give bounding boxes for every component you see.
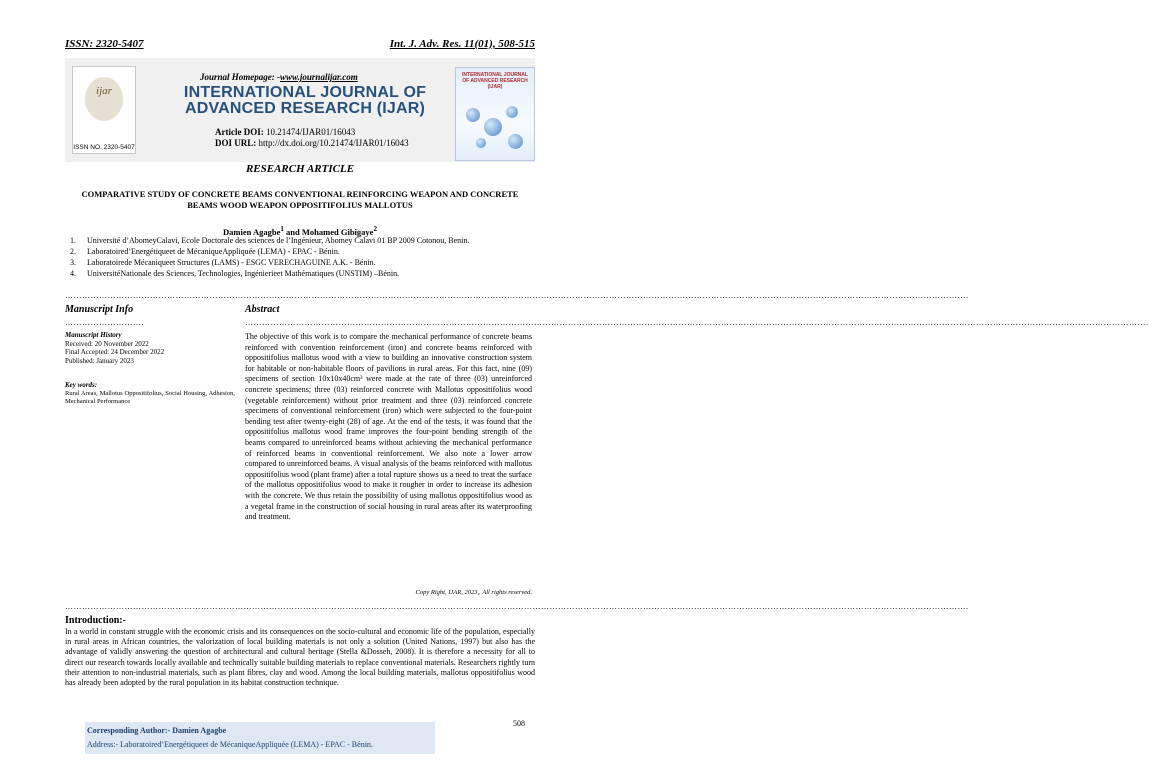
molecule-icon	[508, 134, 523, 149]
article-doi: 10.21474/IJAR01/16043	[265, 127, 356, 137]
copyright-text: Copy Right, IJAR, 2023,. All rights reserved.	[415, 589, 532, 596]
affiliation-item	[70, 268, 535, 279]
manuscript-history	[65, 331, 235, 365]
doi-url-label: DOI URL:	[215, 138, 257, 148]
affiliation-number: 4.	[70, 269, 76, 278]
running-header	[65, 38, 535, 50]
affiliation-item	[70, 235, 535, 246]
separator-dots: ………………………………………………………………………………………………………………………………………………………………………………………………………………………………………………………………………………………….	[65, 291, 969, 300]
journal-name-line1: INTERNATIONAL JOURNAL OF	[183, 84, 427, 101]
article-type: RESEARCH ARTICLE	[245, 163, 355, 175]
affiliation-item	[70, 257, 535, 268]
separator-dots: ………………………………………………………………………………………………………………………………………………………………………………………………………………………………………………………………………………………….	[65, 602, 969, 611]
journal-homepage	[200, 72, 358, 82]
doi-block	[215, 127, 409, 149]
affiliation-number: 3.	[70, 258, 76, 267]
affiliation-text: Laboratoirede Mécaniqueet Structures (LAMS) - ESGC VERECHAGUINE A.K. - Bénin.	[87, 258, 376, 267]
author-address: Address:- Laboratoired’Energétiqueet de MécaniqueAppliquée (LEMA) - EPAC - Bénin.	[87, 740, 373, 749]
accepted-date: Final Accepted: 24 December 2022	[65, 348, 165, 356]
abstract-dots: ………………………………………………………………………………………………………………………………………………………………………………………………………………………………………………………………………………………….	[245, 318, 1149, 327]
author-join: and	[283, 226, 302, 237]
logo-issn: ISSN NO. 2320-5407	[73, 144, 135, 151]
author-name: Mohamed Gibigaye	[301, 226, 374, 237]
keywords-label: Key words:	[65, 381, 98, 389]
doi-url-link[interactable]: http://dx.doi.org/10.21474/IJAR01/16043	[258, 138, 409, 148]
manuscript-info-dots: ……………………….	[65, 318, 144, 327]
journal-cover-image	[455, 67, 535, 161]
author-superscript: 1	[280, 225, 284, 233]
affiliation-text: Laboratoired’Energétiqueet de MécaniqueAppliquée (LEMA) - EPAC - Bénin.	[87, 247, 340, 256]
affiliation-number: 1.	[70, 236, 76, 245]
journal-logo	[72, 66, 136, 154]
keywords-text: Rural Areas, Mallotus Oppositifolius, Social Housing, Adhesion, Mechanical Performance	[65, 389, 235, 405]
abstract-heading: Abstract	[245, 304, 280, 315]
article-doi-label: Article DOI:	[215, 127, 264, 137]
affiliation-text: UniversitéNationale des Sciences, Technologies, Ingénierieet Mathématiques (UNSTIM) –Bénin.	[87, 269, 400, 278]
page-number: 508	[513, 719, 525, 728]
manuscript-info-heading: Manuscript Info	[65, 304, 134, 315]
affiliation-text: Université d’AbomeyCalavi, Ecole Doctorale des sciences de l’Ingénieur, Abomey Calavi 01 BP 2009 Cotonou, Benin.	[87, 236, 470, 245]
received-date: Received: 20 November 2022	[65, 339, 149, 348]
molecule-icon	[466, 108, 480, 122]
homepage-link[interactable]: www.journalijar.com	[280, 72, 358, 82]
affiliation-item	[70, 246, 535, 257]
corresponding-author-block	[65, 712, 535, 754]
introduction-heading: Introduction:-	[65, 615, 126, 626]
author-name: Damien Agagbe	[223, 226, 281, 237]
abstract-text: The objective of this work is to compare the mechanical performance of concrete beams reinforced with convention reinforcement (iron) and concrete beams reinforced with oppositifolius mallotus wood with a view to building an innovative construction system for habitable or non-habitable floors of pavilions in rural areas. For this fact, nine (09) specimens of section 10x10x40cm³ were made at the rate of three (03) unreinforced concrete specimens; three (03) reinforced concrete with Mallotus oppositifolius wood (vegetable reinforcement) without prior treatment and three (03) reinforced concrete specimens of conventional reinforcement (iron) which were subjected to the four-point bending test after twenty-eight (28) of age. At the end of the tests, it was found that the oppositifolius mallotus wood frame improves the four-point bending strength of the beams compared to unreinforced beams without achieving the mechanical performance of reinforced beams in conventional reinforcement. We also note a lower arrow compared to unreinforced beams. A visual analysis of the beams reinforced with mallotus oppositifolius wood (plant frame) after a total rupture shows us a need to treat the surface of the mallotus oppositifolius wood to make it rougher in order to increase its adhesion with the concrete. We thus retain the possibility of using mallotus oppositifolius wood as a vegetal frame in the construction of social housing in rural areas after its waterproofing and treatment.	[245, 332, 532, 522]
journal-name	[150, 85, 460, 117]
keywords-block	[65, 381, 235, 406]
issn-text: ISSN: 2320-5407	[65, 38, 144, 50]
affiliations-list	[70, 235, 535, 279]
molecule-icon	[476, 138, 486, 148]
quill-icon	[85, 77, 123, 121]
molecule-icon	[506, 106, 518, 118]
homepage-label: Journal Homepage: -	[200, 72, 280, 82]
author-superscript: 2	[373, 225, 377, 233]
corresponding-author: Corresponding Author:- Damien Agagbe	[87, 726, 227, 735]
history-label: Manuscript History	[65, 331, 122, 339]
published-date: Published: January 2023	[65, 356, 134, 365]
molecule-icon	[484, 118, 502, 136]
article-title: COMPARATIVE STUDY OF CONCRETE BEAMS CONVENTIONAL REINFORCING WEAPON AND CONCRETE BEAMS WOOD WEAPON OPPOSITIFOLIUS MALLOTUS	[81, 189, 519, 210]
logo-text: ijar	[96, 85, 112, 97]
journal-name-line2: ADVANCED RESEARCH (IJAR)	[184, 100, 426, 117]
introduction-text: In a world in constant struggle with the economic crisis and its consequences on the socio-cultural and economic life of the population, especially in rural areas in African countries, the valorization of local building materials is not only a solution (United Nations, 1997) but also has the advantage of validly answering the question of architectural and cultural heritage (Stella &Dosseh, 2008). It is therefore a necessity for all to direct our research towards locally available and technically suitable building materials to replace conventional materials. Researchers rightly turn their attention to non-industrial materials, such as plant fibres, clay and wood. Among the local building materials, mallotus oppositifolius wood has already been adopted by the rural population in its habitat construction technique.	[65, 627, 535, 688]
affiliation-number: 2.	[70, 247, 76, 256]
citation-text: Int. J. Adv. Res. 11(01), 508-515	[389, 38, 535, 50]
cover-title: INTERNATIONAL JOURNAL OF ADVANCED RESEARCH (IJAR)	[462, 72, 528, 90]
